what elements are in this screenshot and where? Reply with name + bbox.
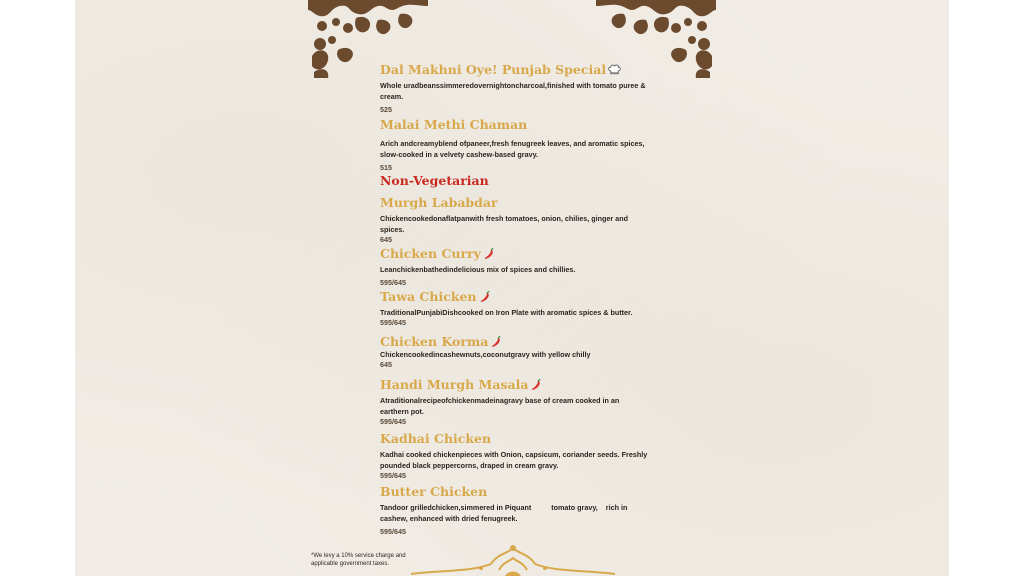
menu-item xyxy=(380,117,650,172)
menu-item xyxy=(380,431,650,480)
chili-pepper-icon xyxy=(490,336,502,348)
item-price: 595/645 xyxy=(380,278,406,287)
item-description: Kadhai cooked chickenpieces with Onion, capsicum, coriander seeds. Freshly pounded black peppercorns, draped in cream gravy. xyxy=(380,450,648,470)
item-price: 595/645 xyxy=(380,471,406,480)
menu-item xyxy=(380,334,650,369)
item-name: Butter Chicken xyxy=(380,484,488,499)
item-description: Arich andcreamyblend ofpaneer,fresh fenugreek leaves, and aromatic spices, slow-cooked in a velvety cashew-based gravy. xyxy=(380,139,645,159)
item-name: Chicken Curry xyxy=(380,246,481,261)
menu-item xyxy=(380,62,650,114)
menu-item xyxy=(380,484,650,536)
item-name: Chicken Korma xyxy=(380,334,489,349)
item-name: Kadhai Chicken xyxy=(380,431,492,446)
item-name: Handi Murgh Masala xyxy=(380,377,529,392)
item-description: Chickencookedincashewnuts,coconutgravy with yellow chilly xyxy=(380,350,591,359)
item-description: Chickencookedonaflatpanwith fresh tomatoes, onion, chilies, ginger and spices. xyxy=(380,214,629,234)
item-price: 525 xyxy=(380,105,392,114)
item-price: 645 xyxy=(380,360,392,369)
item-price: 595/645 xyxy=(380,417,406,426)
menu-item xyxy=(380,289,650,327)
item-name: Tawa Chicken xyxy=(380,289,477,304)
item-description: Leanchickenbathedindelicious mix of spices and chillies. xyxy=(380,265,576,274)
menu-item xyxy=(380,195,650,244)
item-price: 595/645 xyxy=(380,527,406,536)
item-price: 645 xyxy=(380,235,392,244)
item-description: TraditionalPunjabiDishcooked on Iron Plate with aromatic spices & butter. xyxy=(380,308,633,317)
chili-pepper-icon xyxy=(479,291,491,303)
section-title-non-vegetarian: Non-Vegetarian xyxy=(380,173,489,188)
chili-pepper-icon xyxy=(483,248,495,260)
item-price: 595/645 xyxy=(380,318,406,327)
chili-pepper-icon xyxy=(530,379,542,391)
item-name: Malai Methi Chaman xyxy=(380,117,528,132)
item-description: Whole uradbeanssimmeredovernightoncharcoal,finished with tomato puree & cream. xyxy=(380,81,646,101)
item-description: Atraditionalrecipeofchickenmadeinagravy base of cream cooked in an earthern pot. xyxy=(380,396,620,416)
chef-hat-icon xyxy=(608,64,621,76)
service-charge-note: *We levy a 10% service charge and applicable government taxes. xyxy=(311,553,406,567)
menu-page xyxy=(75,0,949,576)
item-name: Dal Makhni Oye! Punjab Special xyxy=(380,62,607,77)
menu-item xyxy=(380,377,650,426)
item-name: Murgh Lababdar xyxy=(380,195,498,210)
item-description: Tandoor grilledchicken,simmered in Piquant tomato gravy, rich in cashew, enhanced with dried fenugreek. xyxy=(380,503,630,523)
menu-item xyxy=(380,246,650,287)
gold-ornament-bottom xyxy=(411,544,615,576)
item-price: 515 xyxy=(380,163,392,172)
